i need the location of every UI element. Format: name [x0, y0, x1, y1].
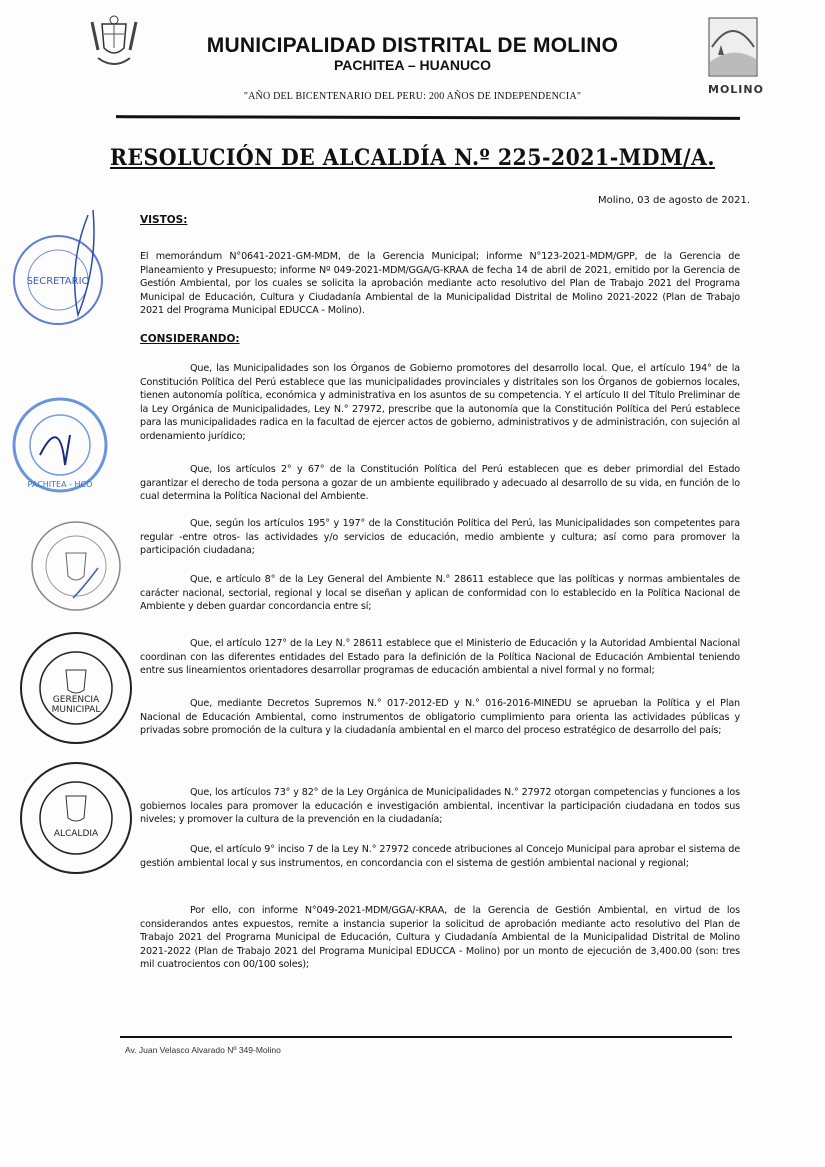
- header-divider: [116, 115, 740, 120]
- molino-logo: MOLINO: [708, 17, 758, 93]
- vistos-heading: VISTOS:: [140, 214, 188, 226]
- considerando-paragraph: Que, el artículo 127° de la Ley N.° 28611 establece que el Ministerio de Educación y la Autoridad Ambiental Nacional coordinan con las diferentes entidades del Estado para la definición de la Política Nacional de Educación Ambiental teniendo entre sus lineamientos orientadores desarrollar programas de educación ambiental a nivel formal y no formal;: [140, 638, 740, 677]
- gerencia-municipal-stamp: [18, 630, 138, 750]
- vistos-text: El memorándum N°0641-2021-GM-MDM, de la Gerencia Municipal; informe N°123-2021-MDM/GPP, de la Gerencia de Planeamiento y Presupuesto; informe Nº 049-2021-MDM/GGA/G-KRAA de fecha 14 de abril de 2021, emitido por la Gerencia de Gestión Ambiental, por los cuales se solicita la aprobación mediante acto resolutivo del Plan de Trabajo 2021 del Programa Municipal de Educación, Cultura y Ciudadanía Ambiental de la Municipalidad Distrital de Molino 2021-2022 (Plan de Trabajo 2021 del Programa Municipal EDUCCA - Molino).: [140, 251, 740, 317]
- institution-name: MUNICIPALIDAD DISTRITAL DE MOLINO: [206, 34, 619, 57]
- considerando-paragraph: Que, mediante Decretos Supremos N.° 017-2012-ED y N.° 016-2016-MINEDU se aprueban la Política y el Plan Nacional de Educación Ambiental, como instrumentos de obligatorio cumplimiento para orienta las actividades públicas y privadas sobre promoción de la cultura y la ciudadanía ambiental en el marco del proceso estratégico de desarrollo del país;: [140, 698, 740, 737]
- considerando-heading: CONSIDERANDO:: [140, 333, 240, 345]
- pachitea-stamp: [10, 395, 120, 500]
- institution-location: PACHITEA – HUANUCO: [333, 57, 492, 73]
- footer-address: Av. Juan Velasco Alvarado Nº 349-Molino: [125, 1045, 281, 1055]
- municipal-seal: [28, 518, 128, 618]
- year-motto: "AÑO DEL BICENTENARIO DEL PERU: 200 AÑOS DE INDEPENDENCIA": [243, 91, 582, 102]
- considerando-paragraph: Que, los artículos 73° y 82° de la Ley Orgánica de Municipalidades N.° 27972 otorgan competencias y funciones a los gobiernos locales para promover la educación e investigación ambiental, incentivar la participación ciudadana en todos sus niveles; y promover la cultura de la prevención en la ciudadanía;: [140, 787, 740, 826]
- svg-text:SECRETARIO: SECRETARIO: [26, 276, 90, 287]
- svg-text:GERENCIA: GERENCIA: [52, 695, 100, 705]
- footer-divider: [120, 1036, 732, 1038]
- svg-text:ALCALDIA: ALCALDIA: [53, 829, 99, 839]
- document-date: Molino, 03 de agosto de 2021.: [597, 195, 750, 206]
- considerando-paragraph: Que, las Municipalidades son los Órganos de Gobierno promotores del desarrollo local. Que, el artículo 194° de la Constitución Política del Perú establece que las municipalidades provinciales y distritales son los Órganos de gobiernos locales, tienen autonomía política, económica y administrativa en los asuntos de su competencia. Y el artículo II del Título Preliminar de la Ley Orgánica de Municipalidades, Ley N.° 27972, prescribe que la autonomía que la Constitución Política del Perú establece para las municipalidades radica en la facultad de ejercer actos de gobierno, administrativos y de administración, con sujeción al ordenamiento jurídico;: [140, 363, 740, 442]
- alcaldia-stamp: [18, 760, 138, 880]
- svg-text:MUNICIPAL: MUNICIPAL: [51, 705, 101, 715]
- considerando-paragraph: Por ello, con informe N°049-2021-MDM/GGA/-KRAA, de la Gerencia de Gestión Ambiental, en virtud de los considerandos antes expuestos, remite a instancia superior la solicitud de aprobación mediante acto resolutivo del Plan de Trabajo 2021 del Programa Municipal de Educación, Cultura y Ciudadanía Ambiental de la Municipalidad Distrital de Molino 2021-2022 (Plan de Trabajo 2021 del Programa Municipal EDUCCA - Molino) por un monto de ejecución de 3,400.00 (son: tres mil cuatrocientos con 00/100 soles);: [140, 905, 740, 971]
- resolution-title: RESOLUCIÓN DE ALCALDÍA N.º 225-2021-MDM/A.: [110, 145, 715, 171]
- svg-text:PACHITEA - HCO: PACHITEA - HCO: [27, 480, 93, 489]
- considerando-paragraph: Que, e artículo 8° de la Ley General del Ambiente N.° 28611 establece que las políticas y normas ambientales de carácter nacional, sectorial, regional y local se diseñan y aplican de conformidad con lo establecido en la Política Nacional de Ambiente y deben guardar concordancia entre sí;: [140, 574, 740, 613]
- secretary-stamp: [8, 205, 118, 340]
- considerando-paragraph: Que, los artículos 2° y 67° de la Constitución Política del Perú establecen que es deber primordial del Estado garantizar el derecho de toda persona a gozar de un ambiente equilibrado y adecuado al desarrollo de su vida, en función de lo cual determina la Política Nacional del Ambiente.: [140, 464, 740, 503]
- considerando-paragraph: Que, el artículo 9° inciso 7 de la Ley N.° 27972 concede atribuciones al Concejo Municipal para aprobar el sistema de gestión ambiental local y sus instrumentos, en concordancia con el sistema de gestión ambiental nacional y regional;: [140, 844, 740, 869]
- considerando-paragraph: Que, según los artículos 195° y 197° de la Constitución Política del Perú, las Municipalidades son competentes para regular -entre otros- las actividades y/o servicios de educación, medio ambiente y cultura; así como para promover la participación ciudadana;: [140, 518, 740, 557]
- landscape-logo-icon: [708, 17, 758, 79]
